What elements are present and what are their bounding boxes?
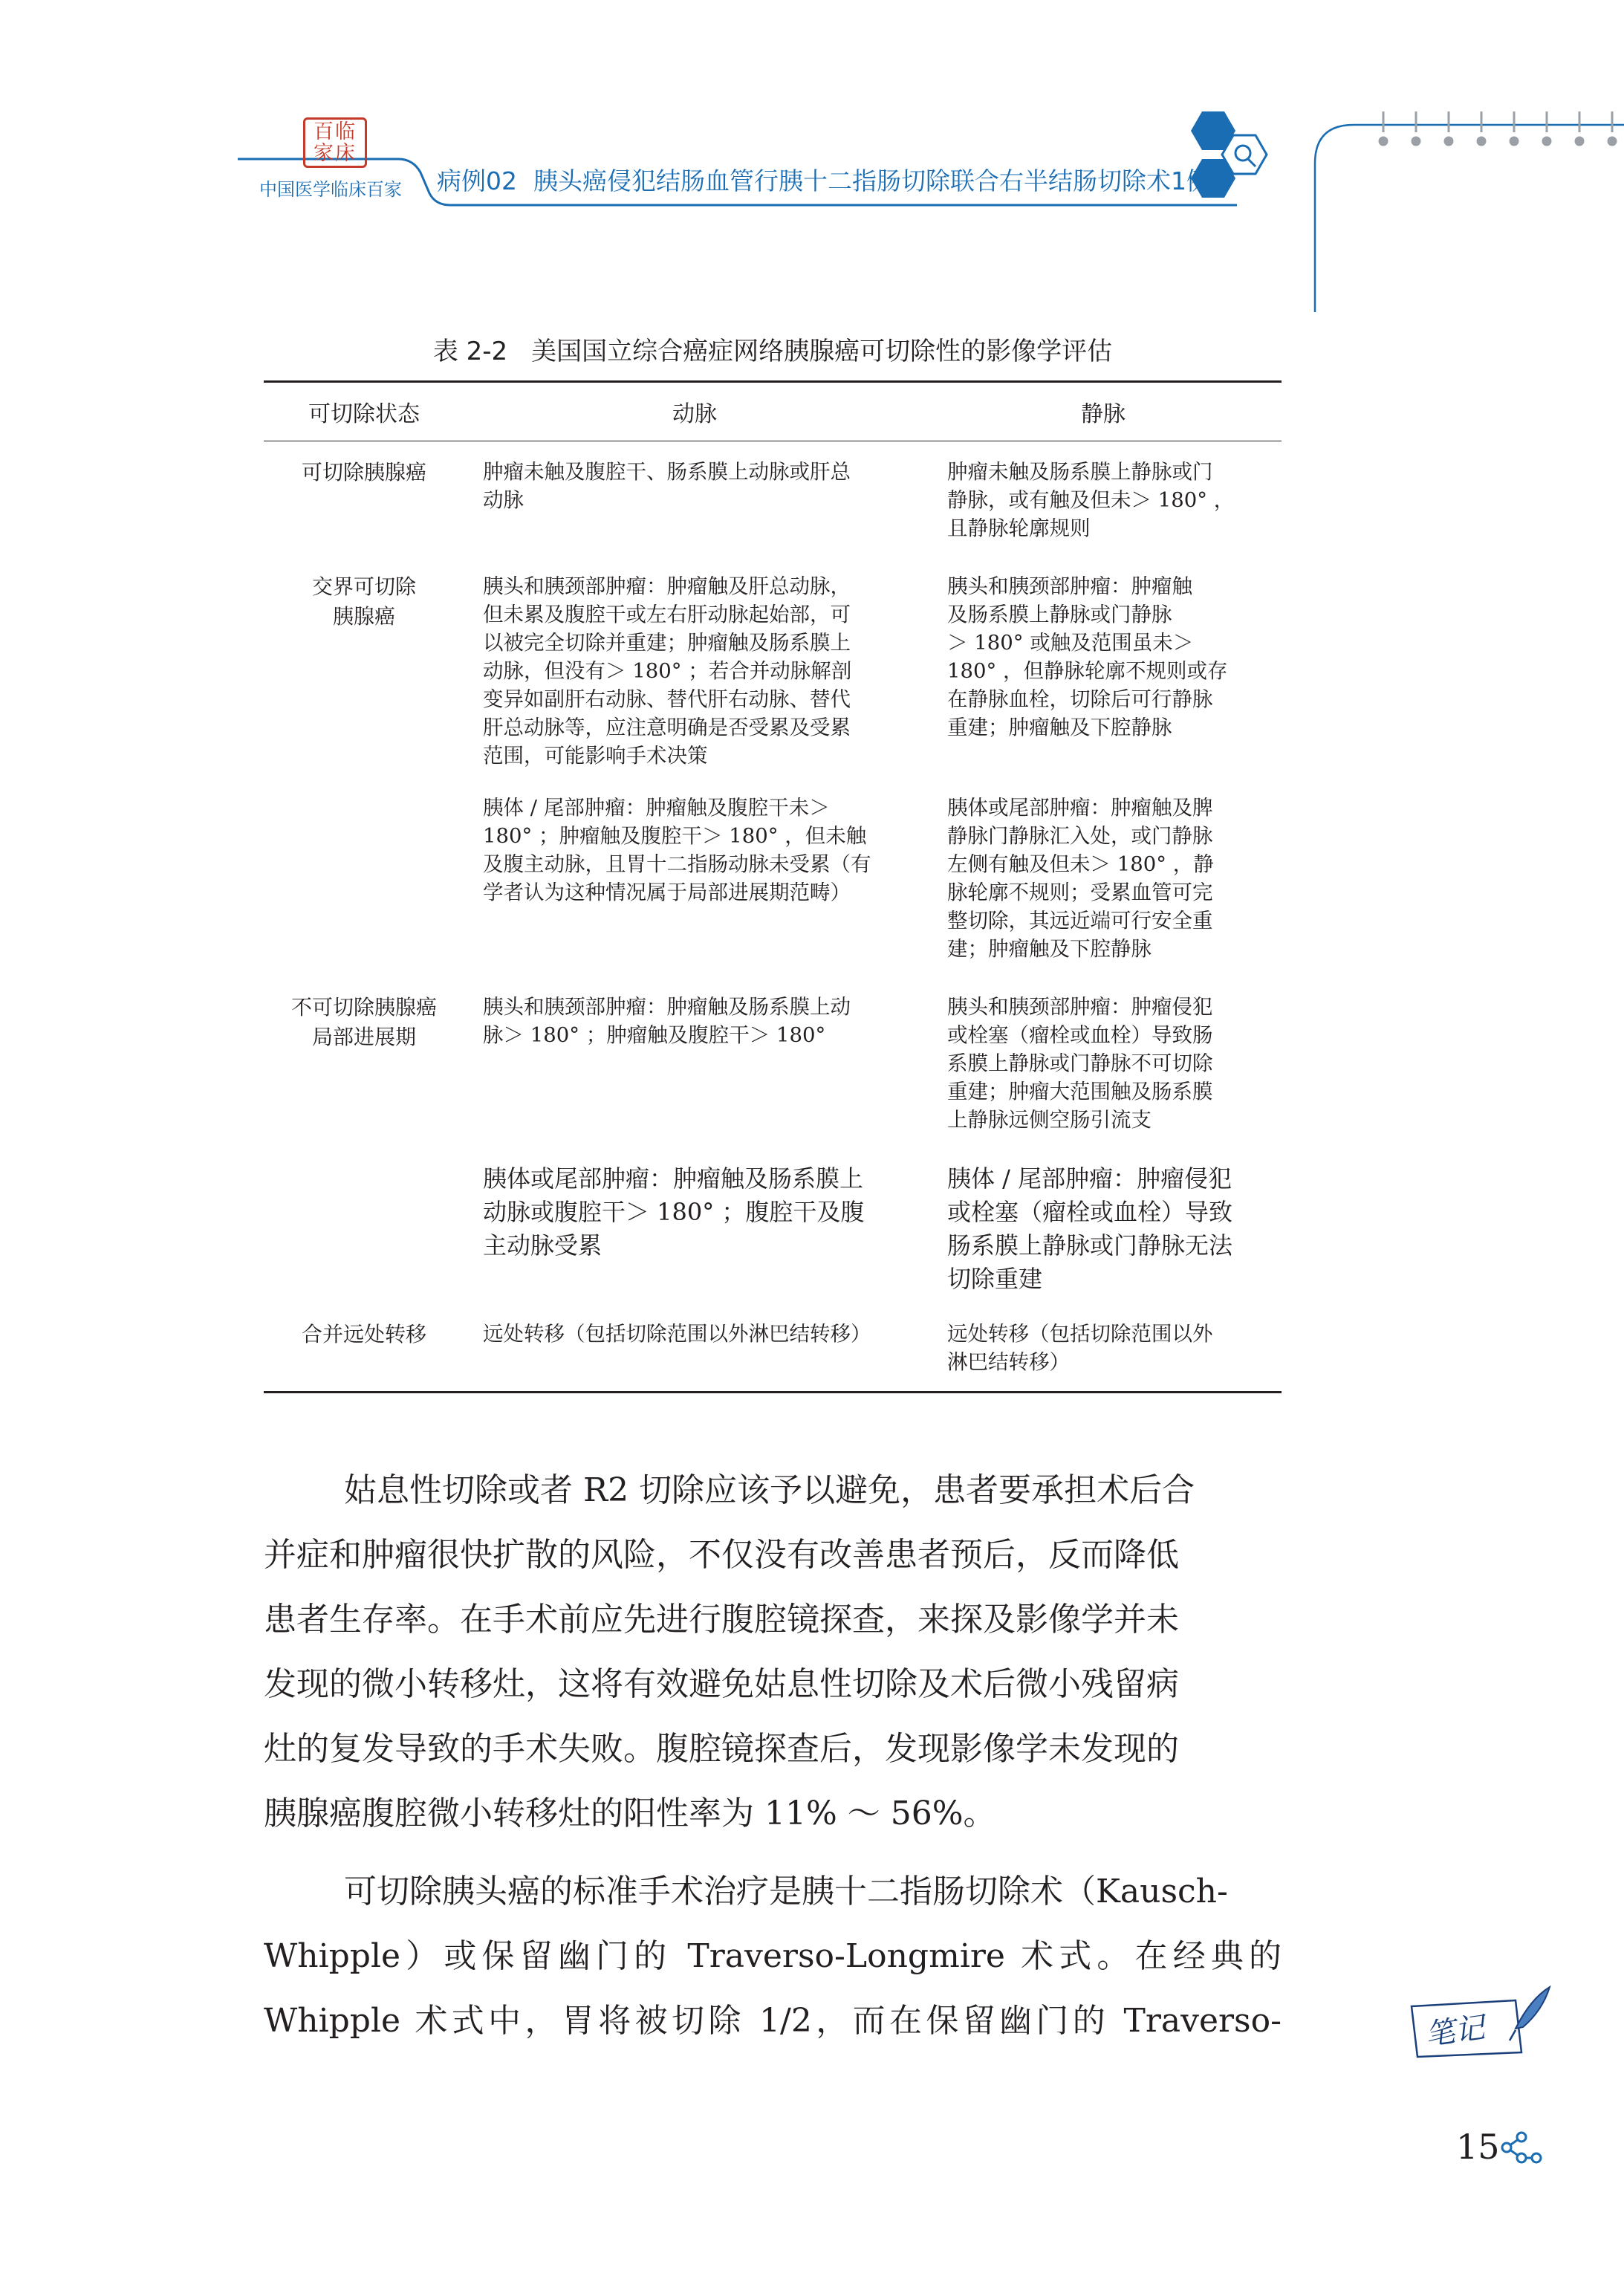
table-row-artery: 胰头和胰颈部肿瘤：肿瘤触及肠系膜上动 脉＞ 180° ；肿瘤触及腹腔干＞ 180° — [483, 995, 851, 1047]
table-top-rule — [264, 380, 1282, 383]
molecule-icon — [1499, 2128, 1544, 2167]
quill-icon — [1516, 1987, 1550, 2029]
table-row-status: 可切除胰腺癌 — [301, 460, 426, 484]
table-row-artery: 胰头和胰颈部肿瘤：肿瘤触及肝总动脉， 但未累及腹腔干或左右肝动脉起始部，可 以被完全切除并重建；肿瘤触及肠系膜上 动脉，但没有＞ 180° ；若合并动脉解剖 变异如副肝右动脉、替代肝右动脉、替代 肝总动脉等，应注意明确是否受累及受累 范围，可能影响手术决策 — [483, 574, 852, 768]
header-status: 可切除状态 — [308, 401, 420, 427]
table-caption — [264, 331, 1282, 367]
table-bottom-rule — [264, 1391, 1282, 1393]
table-row-artery: 胰体或尾部肿瘤：肿瘤触及肠系膜上 动脉或腹腔干＞ 180° ；腹腔干及腹 主动脉受累 — [483, 1164, 865, 1260]
table-row-artery: 胰体 / 尾部肿瘤：肿瘤触及腹腔干未＞ 180° ；肿瘤触及腹腔干＞ 180° ，但未触 及腹主动脉，且胃十二指肠动脉未受累（有 学者认为这种情况属于局部进展期范畴） — [483, 796, 871, 904]
text-line: 并症和肿瘤很快扩散的风险，不仅没有改善患者预后，反而降低 — [264, 1536, 1179, 1574]
table-row-artery: 远处转移（包括切除范围以外淋巴结转移） — [483, 1322, 871, 1346]
text-line: 患者生存率。在手术前应先进行腹腔镜探查，来探及影像学并未 — [264, 1601, 1179, 1638]
notes-label: 笔记 — [1423, 2010, 1487, 2053]
page-number: 15 — [1456, 2127, 1500, 2167]
series-name: 中国医学临床百家 — [259, 179, 402, 200]
text-line: Whipple）或保留幽门的 Traverso-Longmire 术式。在经典的 — [264, 1937, 1282, 1975]
text-line: 发现的微小转移灶，这将有效避免姑息性切除及术后微小残留病 — [264, 1665, 1179, 1703]
table-title: 美国国立综合癌症网络胰腺癌可切除性的影像学评估 — [531, 337, 1113, 366]
series-logo: 百临家床 — [303, 117, 367, 168]
case-label: 病例02 — [437, 166, 517, 195]
table-row-status: 不可切除胰腺癌 局部进展期 — [290, 995, 437, 1049]
header-artery: 动脉 — [672, 401, 717, 427]
hexagon-icon — [1222, 135, 1267, 174]
text-line: 胰腺癌腹腔微小转移灶的阳性率为 11% ～ 56%。 — [264, 1795, 996, 1832]
body-paragraph — [264, 1859, 1282, 2053]
body-paragraph — [264, 1458, 1282, 1846]
table-row-status: 合并远处转移 — [301, 1322, 426, 1346]
text-line: 可切除胰头癌的标准手术治疗是胰十二指肠切除术（Kausch- — [344, 1873, 1228, 1910]
binding-rings — [1380, 111, 1616, 145]
text-line: 姑息性切除或者 R2 切除应该予以避免，患者要承担术后合 — [344, 1471, 1195, 1509]
table-row-artery: 肿瘤未触及腹腔干、肠系膜上动脉或肝总 动脉 — [483, 460, 851, 512]
table-row-status: 交界可切除 胰腺癌 — [311, 574, 416, 629]
table-row-vein: 胰体 / 尾部肿瘤：肿瘤侵犯 或栓塞（瘤栓或血栓）导致 肠系膜上静脉或门静脉无法 切除重建 — [947, 1164, 1233, 1293]
text-line: 灶的复发导致的手术失败。腹腔镜探查后，发现影像学未发现的 — [264, 1730, 1179, 1768]
header-decoration — [0, 0, 1624, 312]
table-row-vein: 胰头和胰颈部肿瘤：肿瘤触 及肠系膜上静脉或门静脉 ＞ 180° 或触及范围虽未＞ 180° ，但静脉轮廓不规则或存 在静脉血栓，切除后可行静脉 重建；肿瘤触及下腔静脉 — [947, 574, 1228, 739]
table-row-vein: 远处转移（包括切除范围以外 淋巴结转移） — [947, 1322, 1213, 1374]
notebook-margin-line — [1315, 125, 1624, 312]
text-line: Whipple 术式中，胃将被切除 1/2，而在保留幽门的 Traverso- — [264, 2002, 1282, 2040]
case-title: 胰头癌侵犯结肠血管行胰十二指肠切除联合右半结肠切除术1例 — [533, 166, 1211, 195]
table-row-vein: 肿瘤未触及肠系膜上静脉或门 静脉，或有触及但未＞ 180° ， 且静脉轮廓规则 — [947, 460, 1235, 540]
table-number: 表 2-2 — [432, 337, 508, 366]
table-row-vein: 胰体或尾部肿瘤：肿瘤触及脾 静脉门静脉汇入处，或门静脉 左侧有触及但未＞ 180° ，静 脉轮廓不规则；受累血管可完 整切除，其远近端可行安全重 建；肿瘤触及下腔静脉 — [947, 796, 1214, 961]
header-vein: 静脉 — [1081, 401, 1126, 427]
table-row-vein: 胰头和胰颈部肿瘤：肿瘤侵犯 或栓塞（瘤栓或血栓）导致肠 系膜上静脉或门静脉不可切除 重建；肿瘤大范围触及肠系膜 上静脉远侧空肠引流支 — [947, 995, 1213, 1132]
running-header — [437, 162, 1211, 197]
